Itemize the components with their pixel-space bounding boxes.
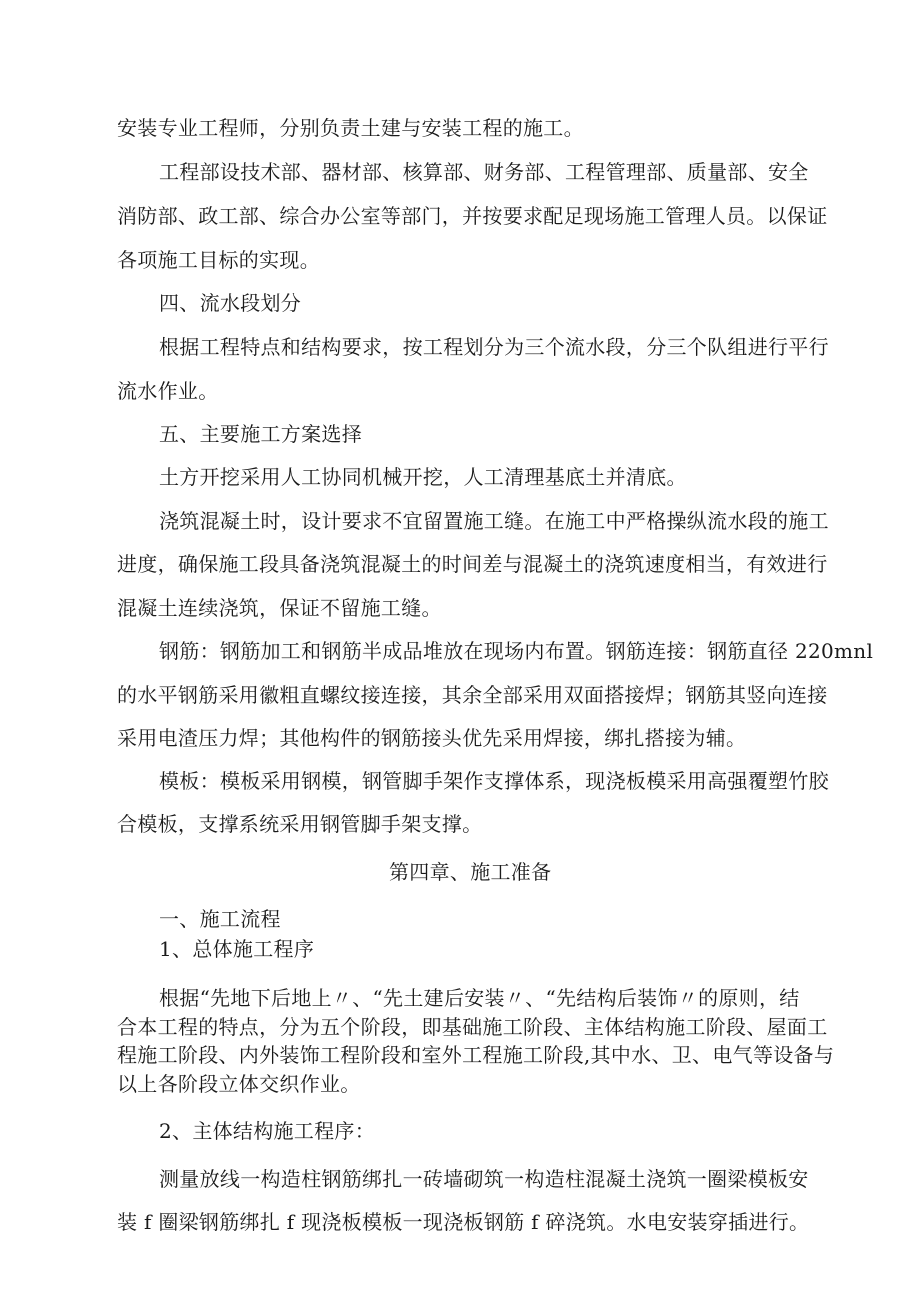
paragraph-line: 消防部、政工部、综合办公室等部门，并按要求配足现场施工管理人员。以保证 [117, 204, 828, 228]
paragraph-line: 各项施工目标的实现。 [117, 248, 320, 272]
paragraph-line: 混凝土连续浇筑，保证不留施工缝。 [117, 596, 442, 620]
paragraph-line: 测量放线一构造柱钢筋绑扎一砖墙砌筑一构造柱混凝土浇筑一圈梁模板安 [159, 1167, 809, 1191]
subsection-heading: 1、总体施工程序 [159, 937, 315, 961]
paragraph-line: 以上各阶段立体交织作业。 [117, 1072, 361, 1096]
paragraph-line: 根据“先地下后地上〃、“先土建后安装〃、“先结构后装饰〃的原则，结 [159, 986, 800, 1010]
paragraph-line: 浇筑混凝土时，设计要求不宜留置施工缝。在施工中严格操纵流水段的施工 [159, 509, 829, 533]
paragraph-line: 装 f 圈梁钢筋绑扎 f 现浇板模板一现浇板钢筋 f 碎浇筑。水电安装穿插进行。 [117, 1210, 810, 1234]
paragraph-line: 工程部设技术部、器材部、核算部、财务部、工程管理部、质量部、安全 [159, 160, 809, 184]
paragraph-line: 进度，确保施工段具备浇筑混凝土的时间差与混凝土的浇筑速度相当，有效进行 [117, 552, 828, 576]
paragraph-line: 根据工程特点和结构要求，按工程划分为三个流水段，分三个队组进行平行 [159, 335, 829, 359]
chapter-title: 第四章、施工准备 [389, 860, 552, 884]
paragraph-line: 合本工程的特点，分为五个阶段，即基础施工阶段、主体结构施工阶段、屋面工 [117, 1015, 828, 1039]
paragraph-line: 流水作业。 [117, 379, 219, 403]
paragraph-line: 的水平钢筋采用徽粗直螺纹接连接，其余全部采用双面搭接焊；钢筋其竖向连接 [117, 683, 828, 707]
paragraph-line: 合模板，支撑系统采用钢管脚手架支撑。 [117, 812, 483, 836]
paragraph-line: 模板：模板采用钢模，钢管脚手架作支撑体系，现浇板模采用高强覆塑竹胶 [159, 769, 829, 793]
paragraph-line: 采用电渣压力焊；其他构件的钢筋接头优先采用焊接，绑扎搭接为辅。 [117, 726, 747, 750]
paragraph-line: 钢筋：钢筋加工和钢筋半成品堆放在现场内布置。钢筋连接：钢筋直径 220mnl [159, 639, 874, 663]
paragraph-line: 程施工阶段、内外装饰工程阶段和室外工程施工阶段,其中水、卫、电气等设备与 [117, 1043, 835, 1067]
subsection-heading: 2、主体结构施工程序： [159, 1119, 376, 1143]
section-heading: 四、流水段划分 [159, 291, 302, 315]
section-heading: 五、主要施工方案选择 [159, 422, 362, 446]
section-heading: 一、施工流程 [159, 907, 281, 931]
paragraph-line: 土方开挖采用人工协同机械开挖，人工清理基底土并清底。 [159, 465, 687, 489]
paragraph-line: 安装专业工程师，分别负责土建与安装工程的施工。 [117, 116, 584, 140]
